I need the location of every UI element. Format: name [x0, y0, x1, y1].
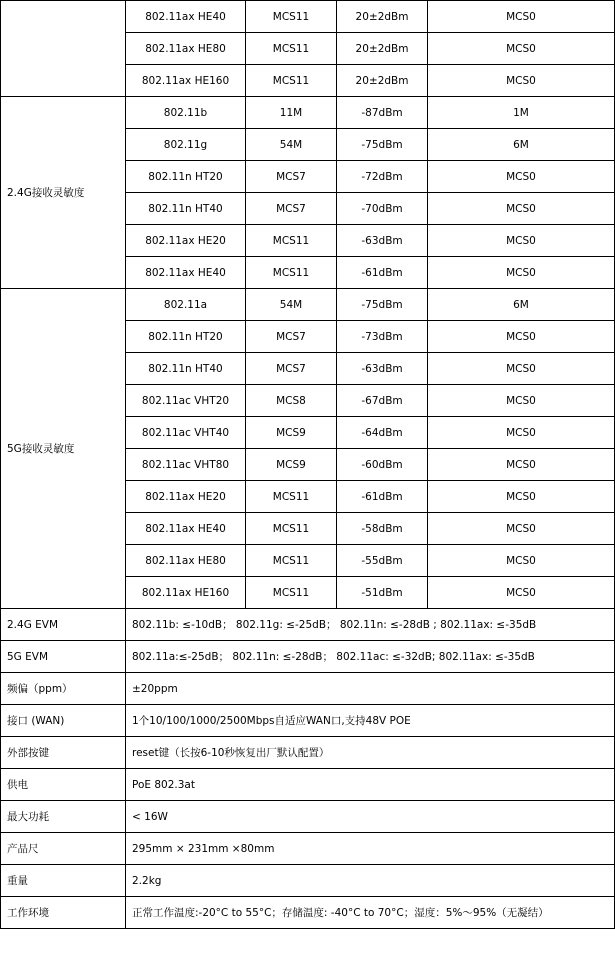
table-cell: -63dBm [337, 225, 428, 257]
spec-label: 重量 [1, 865, 126, 897]
spec-label: 2.4G EVM [1, 609, 126, 641]
table-cell: 802.11n HT20 [126, 321, 246, 353]
table-cell: -63dBm [337, 353, 428, 385]
table-cell: 802.11ax HE40 [126, 513, 246, 545]
spec-row [1, 833, 615, 865]
table-cell: MCS11 [246, 1, 337, 33]
spec-row [1, 897, 615, 929]
table-cell: 802.11ac VHT40 [126, 417, 246, 449]
table-cell: -75dBm [337, 129, 428, 161]
table-cell: 802.11g [126, 129, 246, 161]
table-cell: -75dBm [337, 289, 428, 321]
table-cell: MCS11 [246, 65, 337, 97]
spec-row [1, 609, 615, 641]
table-cell: 802.11b [126, 97, 246, 129]
table-cell: -67dBm [337, 385, 428, 417]
table-cell: MCS0 [428, 513, 615, 545]
table-cell: 802.11n HT40 [126, 193, 246, 225]
spec-row [1, 673, 615, 705]
spec-row [1, 801, 615, 833]
table-cell: MCS11 [246, 545, 337, 577]
table-cell: 802.11n HT20 [126, 161, 246, 193]
table-cell: 802.11ac VHT20 [126, 385, 246, 417]
spec-value: 295mm × 231mm ×80mm [126, 833, 615, 865]
table-cell: -87dBm [337, 97, 428, 129]
spec-table-body [1, 1, 615, 929]
table-cell: MCS0 [428, 65, 615, 97]
table-cell: MCS7 [246, 321, 337, 353]
table-cell: MCS7 [246, 193, 337, 225]
table-cell: MCS7 [246, 353, 337, 385]
spec-label: 5G EVM [1, 641, 126, 673]
spec-label: 外部按键 [1, 737, 126, 769]
table-cell: MCS9 [246, 449, 337, 481]
table-cell: MCS11 [246, 257, 337, 289]
table-cell: 6M [428, 289, 615, 321]
table-cell: MCS0 [428, 449, 615, 481]
table-cell: 20±2dBm [337, 65, 428, 97]
table-cell: -55dBm [337, 545, 428, 577]
table-cell: MCS9 [246, 417, 337, 449]
spec-value: < 16W [126, 801, 615, 833]
table-cell: 802.11n HT40 [126, 353, 246, 385]
spec-row [1, 865, 615, 897]
table-cell: MCS0 [428, 321, 615, 353]
section-label: 5G接收灵敏度 [1, 289, 126, 609]
table-cell: MCS0 [428, 545, 615, 577]
table-cell: 1M [428, 97, 615, 129]
table-cell: 11M [246, 97, 337, 129]
table-cell: MCS0 [428, 353, 615, 385]
spec-label: 工作环境 [1, 897, 126, 929]
table-cell: MCS11 [246, 577, 337, 609]
table-row [1, 289, 615, 321]
table-cell: MCS0 [428, 161, 615, 193]
spec-value: ±20ppm [126, 673, 615, 705]
table-cell: MCS0 [428, 225, 615, 257]
spec-label: 最大功耗 [1, 801, 126, 833]
table-cell: -51dBm [337, 577, 428, 609]
table-cell: 802.11ax HE80 [126, 33, 246, 65]
table-cell: 802.11ac VHT80 [126, 449, 246, 481]
table-cell: MCS11 [246, 481, 337, 513]
spec-value: 802.11a:≤-25dB； 802.11n: ≤-28dB； 802.11ac: ≤-32dB; 802.11ax: ≤-35dB [126, 641, 615, 673]
spec-value: 1个10/100/1000/2500Mbps自适应WAN口,支持48V POE [126, 705, 615, 737]
table-cell: -70dBm [337, 193, 428, 225]
table-cell: -61dBm [337, 481, 428, 513]
table-cell: -72dBm [337, 161, 428, 193]
table-cell: 802.11ax HE160 [126, 577, 246, 609]
table-cell: 802.11ax HE40 [126, 257, 246, 289]
spec-row [1, 641, 615, 673]
table-row [1, 97, 615, 129]
table-cell: 802.11ax HE20 [126, 225, 246, 257]
table-cell: MCS0 [428, 1, 615, 33]
table-cell: MCS0 [428, 417, 615, 449]
spec-row [1, 705, 615, 737]
table-cell: 802.11ax HE40 [126, 1, 246, 33]
spec-row [1, 737, 615, 769]
table-cell: 20±2dBm [337, 33, 428, 65]
section-label: 2.4G接收灵敏度 [1, 97, 126, 289]
table-cell: MCS0 [428, 193, 615, 225]
table-cell: MCS0 [428, 577, 615, 609]
table-cell: 802.11ax HE20 [126, 481, 246, 513]
table-cell: MCS0 [428, 481, 615, 513]
spec-row [1, 769, 615, 801]
spec-label: 接口 (WAN) [1, 705, 126, 737]
table-cell: 802.11ax HE160 [126, 65, 246, 97]
spec-label: 供电 [1, 769, 126, 801]
table-cell: -60dBm [337, 449, 428, 481]
table-cell: 54M [246, 289, 337, 321]
table-cell: MCS11 [246, 33, 337, 65]
table-cell: -64dBm [337, 417, 428, 449]
table-cell: MCS0 [428, 257, 615, 289]
spec-value: 802.11b: ≤-10dB； 802.11g: ≤-25dB； 802.11n: ≤-28dB ; 802.11ax: ≤-35dB [126, 609, 615, 641]
table-cell: MCS11 [246, 225, 337, 257]
table-cell: -58dBm [337, 513, 428, 545]
spec-value: reset键（长按6-10秒恢复出厂默认配置） [126, 737, 615, 769]
spec-value: 正常工作温度:-20°C to 55°C；存储温度: -40°C to 70°C；湿度：5%～95%（无凝结） [126, 897, 615, 929]
spec-label: 产品尺 [1, 833, 126, 865]
table-cell: MCS0 [428, 385, 615, 417]
table-cell: 6M [428, 129, 615, 161]
table-cell: -61dBm [337, 257, 428, 289]
section-label [1, 1, 126, 97]
table-cell: MCS7 [246, 161, 337, 193]
table-cell: 802.11a [126, 289, 246, 321]
spec-value: 2.2kg [126, 865, 615, 897]
table-cell: 54M [246, 129, 337, 161]
table-cell: MCS8 [246, 385, 337, 417]
table-cell: MCS11 [246, 513, 337, 545]
table-row [1, 1, 615, 33]
table-cell: 802.11ax HE80 [126, 545, 246, 577]
table-cell: 20±2dBm [337, 1, 428, 33]
spec-value: PoE 802.3at [126, 769, 615, 801]
spec-label: 频偏（ppm） [1, 673, 126, 705]
table-cell: MCS0 [428, 33, 615, 65]
table-cell: -73dBm [337, 321, 428, 353]
